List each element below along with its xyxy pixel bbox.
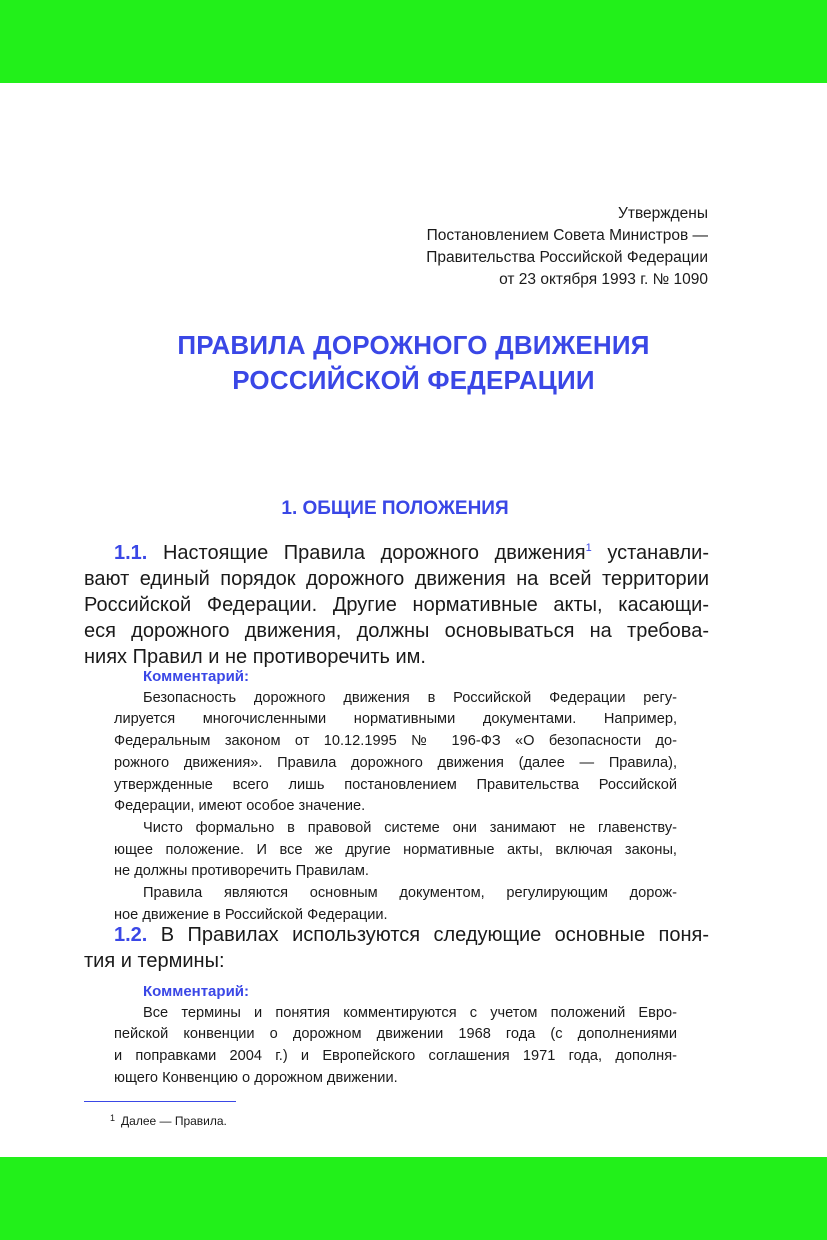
comment-line: Все термины и понятия комментируются с учетом положений Евро-: [143, 1004, 677, 1021]
top-color-band: [0, 0, 827, 83]
paragraph-line: ниях Правил и не противоречить им.: [84, 646, 426, 668]
comment-line: пейской конвенции о дорожном движении 1968 года (с дополнениями: [114, 1026, 677, 1043]
paragraph-number: 1.1.: [114, 542, 148, 564]
comment-label: Комментарий:: [143, 668, 250, 685]
comment-line: лируется многочисленными нормативными документами. Например,: [114, 711, 677, 728]
paragraph-line: еся дорожного движения, должны основываться на требова-: [84, 620, 709, 642]
document-title-line-2: РОССИЙСКОЙ ФЕДЕРАЦИИ: [232, 365, 595, 395]
comment-line: Федеральным законом от 10.12.1995 № 196-ФЗ «О безопасности до-: [114, 733, 677, 750]
paragraph-text: В Правилах используются следующие основные поня-: [160, 924, 709, 946]
paragraph-1-1: [84, 535, 709, 670]
comment-line: не должны противоречить Правилам.: [114, 863, 369, 880]
approval-line: Утверждены: [618, 205, 708, 222]
comment-block-1: [114, 666, 677, 926]
comment-line: ющее положение. И все же другие нормативные акты, включая законы,: [114, 841, 677, 858]
section-title: 1. ОБЩИЕ ПОЛОЖЕНИЯ: [281, 498, 509, 519]
footnote-divider: [84, 1101, 236, 1102]
comment-line: Чисто формально в правовой системе они занимают не главенству-: [143, 819, 677, 836]
footnote-text: Далее — Правила.: [121, 1114, 227, 1128]
comment-line: и поправками 2004 г.) и Европейского соглашения 1971 года, дополня-: [114, 1048, 677, 1065]
approval-line: Постановлением Совета Министров —: [426, 227, 708, 244]
paragraph-line: [84, 922, 709, 948]
comment-line: утвержденные всего лишь постановлением Правительства Российской: [114, 776, 677, 793]
approval-block: [288, 203, 708, 291]
approval-line: Правительства Российской Федерации: [426, 249, 708, 266]
footnote: [110, 1110, 227, 1129]
document-title: [0, 328, 827, 398]
bottom-color-band: [0, 1157, 827, 1240]
paragraph-line: вают единый порядок дорожного движения на всей территории: [84, 568, 709, 590]
paragraph-1-2: [84, 922, 709, 974]
comment-line: Правила являются основным документом, регулирующим дорож-: [143, 885, 677, 902]
paragraph-line: Российской Федерации. Другие нормативные акты, касающи-: [84, 594, 709, 616]
footnote-reference[interactable]: 1: [585, 542, 592, 554]
approval-line: от 23 октября 1993 г. № 1090: [499, 271, 708, 288]
paragraph-line: тия и термины:: [84, 950, 225, 972]
paragraph-number: 1.2.: [114, 924, 148, 946]
comment-line: рожного движения». Правила дорожного движения (далее — Правила),: [114, 754, 677, 771]
document-title-line-1: ПРАВИЛА ДОРОЖНОГО ДВИЖЕНИЯ: [177, 330, 650, 360]
comment-label: Комментарий:: [143, 983, 250, 1000]
paragraph-text: устанавли-: [607, 542, 710, 564]
paragraph-line: [84, 535, 709, 566]
comment-line: Безопасность дорожного движения в Российской Федерации регу-: [143, 689, 677, 706]
comment-line: ющего Конвенцию о дорожном движении.: [114, 1069, 398, 1086]
comment-line: Федерации, имеют особое значение.: [114, 798, 366, 815]
footnote-mark: 1: [110, 1113, 116, 1123]
comment-line: ное движение в Российской Федерации.: [114, 906, 388, 923]
paragraph-text: Настоящие Правила дорожного движения: [162, 542, 586, 564]
comment-block-2: [114, 981, 677, 1090]
